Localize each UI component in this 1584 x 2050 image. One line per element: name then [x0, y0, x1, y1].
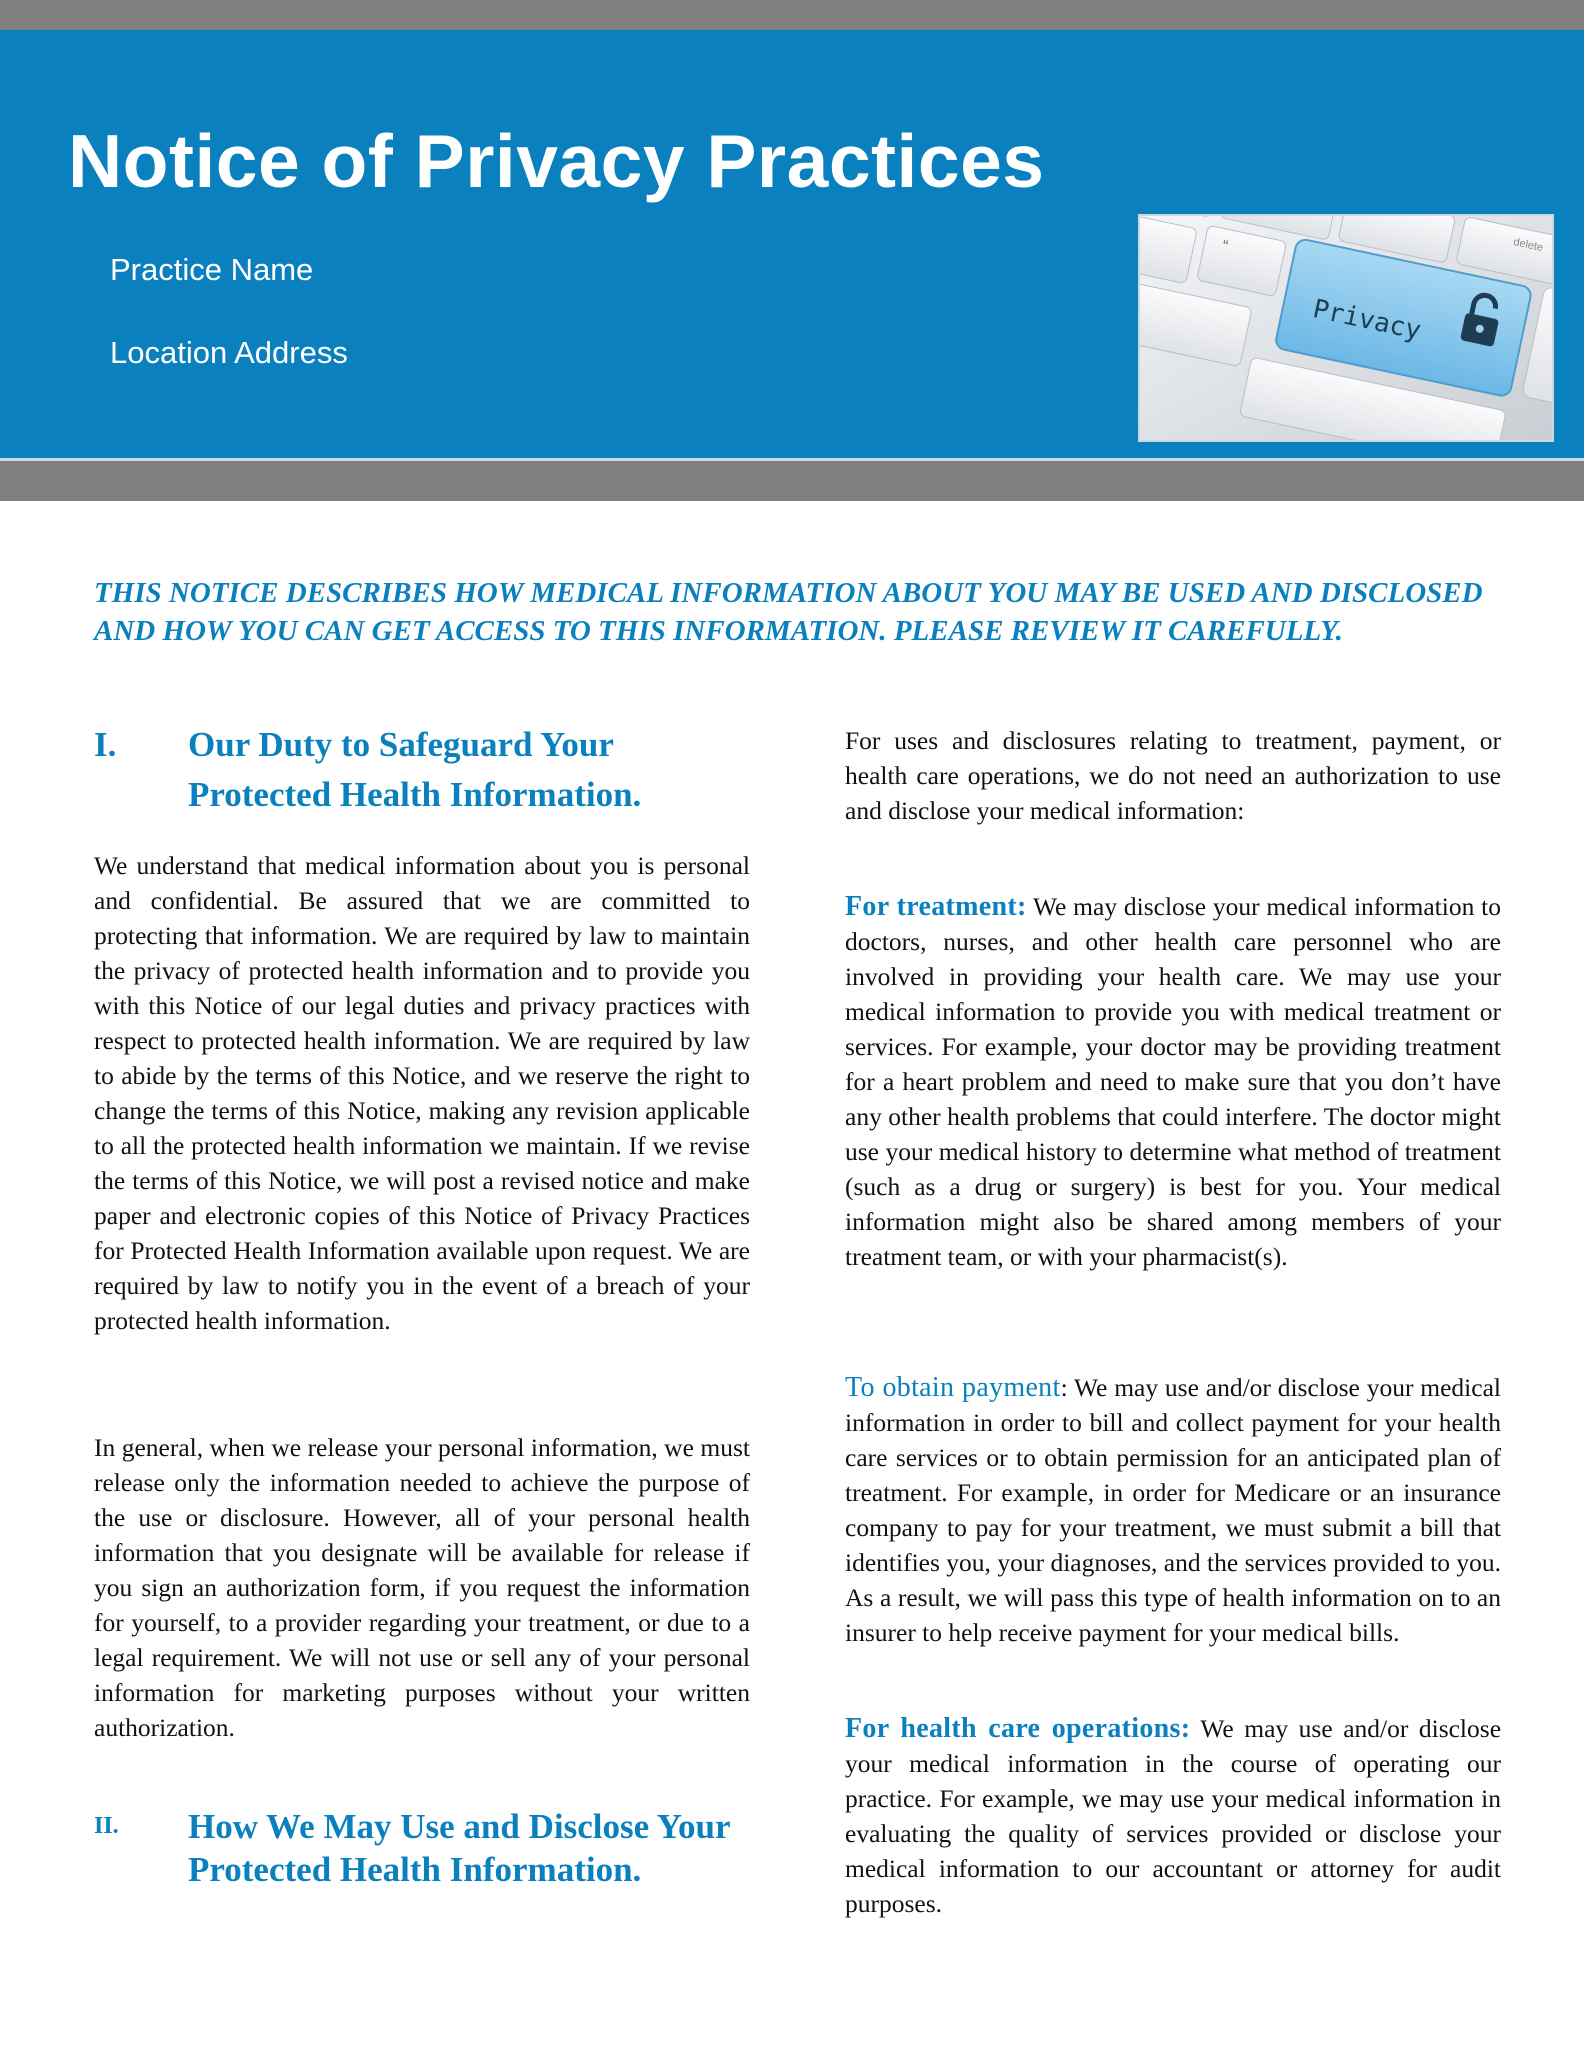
section-1-number: I. [94, 725, 117, 764]
section-1-paragraph-1: We understand that medical information about you is personal and confidential. Be assured that we are committed to protecting that information. We are required by law to maintain the privacy of protected health information and to provide you with this Notice of our legal duties and privacy practices with respect to protected health information. We are required by law to abide by the terms of this Notice, and we reserve the right to change the terms of this Notice, making any revision applicable to all the protected health information we maintain. If we revise the terms of this Notice, we will post a revised notice and make paper and electronic copies of this Notice of Privacy Practices for Protected Health Information available upon request. We are required by law to notify you in the event of a breach of your protected health information. [94, 851, 750, 1335]
section-2-title-line1: How We May Use and Disclose Your [188, 1807, 731, 1846]
practice-name: Practice Name [110, 252, 314, 287]
treatment-paragraph [845, 889, 1501, 1274]
treatment-text: We may disclose your medical information to doctors, nurses, and other health care personnel who are involved in providing your health care. We may use your medical information to provide you with medical treatment or services. For example, your doctor may be providing treatment for a heart problem and need to make sure that you don’t have any other health problems that could interfere. The doctor might use your medical history to determine what method of treatment (such as a drug or surgery) is best for you. Your medical information might also be shared among members of your treatment team, or with your pharmacist(s). [845, 892, 1501, 1271]
operations-text: We may use and/or disclose your medical information in the course of operating our practice. For example, we may use your medical information in evaluating the quality of services provided or disclose your medical information to our accountant or attorney for audit purposes. [845, 1714, 1502, 1918]
notice-statement: THIS NOTICE DESCRIBES HOW MEDICAL INFORMATION ABOUT YOU MAY BE USED AND DISCLOSED AND HOW YOU CAN GET ACCESS TO THIS INFORMATION. PLEASE REVIEW IT CAREFULLY. [94, 577, 1483, 647]
bottom-gray-bar [0, 461, 1584, 501]
section-1-title-line2: Protected Health Information. [188, 775, 642, 814]
uses-intro-paragraph: For uses and disclosures relating to treatment, payment, or health care operations, we do not need an authorization to use and disclose your medical information: [845, 726, 1501, 825]
operations-lead: For health care operations: [845, 1713, 1191, 1744]
top-gray-bar [0, 0, 1584, 30]
section-1-title-line1: Our Duty to Safeguard Your [188, 725, 614, 764]
payment-lead: To obtain payment [845, 1372, 1061, 1403]
delete-key-label: delete [1512, 236, 1545, 255]
payment-paragraph [845, 1370, 1501, 1650]
section-1-paragraph-2: In general, when we release your personal information, we must release only the information needed to achieve the purpose of the use or disclosure. However, all of your personal health information that you designate will be available for release if you sign an authorization form, if you request the information for yourself, to a provider regarding your treatment, or due to a legal requirement. We will not use or sell any of your personal information for marketing purposes without your written authorization. [94, 1433, 750, 1742]
section-2-number: II. [94, 1813, 119, 1839]
payment-text: : We may use and/or disclose your medical information in order to bill and collect payment for your health care services or to obtain permission for an anticipated plan of treatment. For example, in order for Medicare or an insurance company to pay for your treatment, we must submit a bill that identifies you, your diagnoses, and the services provided to you. As a result, we will pass this type of health information on to an insurer to help receive payment for your medical bills. [845, 1373, 1501, 1647]
operations-paragraph [845, 1711, 1501, 1921]
section-2-title-line2: Protected Health Information. [188, 1850, 642, 1889]
privacy-key-label: Privacy [1310, 294, 1424, 347]
location-address: Location Address [110, 335, 348, 370]
page-title: Notice of Privacy Practices [68, 119, 1045, 203]
quote-key-glyph: “ [1220, 237, 1230, 256]
privacy-keyboard-image [1138, 214, 1554, 442]
treatment-lead: For treatment: [845, 891, 1027, 922]
